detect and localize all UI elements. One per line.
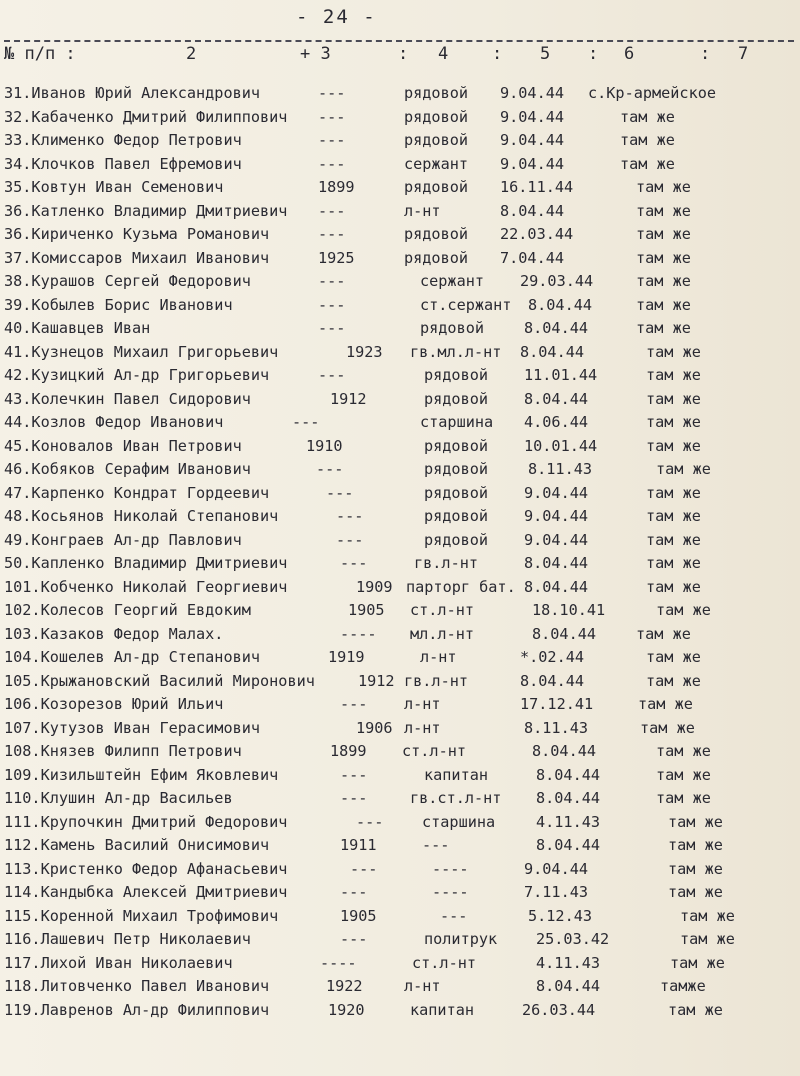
row-date: 9.04.44 (524, 859, 589, 878)
row-name: 112.Камень Василий Онисимович (4, 836, 270, 854)
row-date: 9.04.44 (500, 154, 565, 173)
row-place: там же (680, 906, 735, 925)
table-header (0, 44, 800, 72)
header-sep-6: : (700, 44, 711, 64)
header-col-1: № п/п : (4, 44, 76, 64)
row-date: 5.12.43 (528, 906, 593, 925)
table-row (0, 552, 800, 576)
page-number: - 24 - (296, 6, 377, 28)
row-name: 105.Крыжановский Василий Миронович (4, 671, 315, 690)
row-rank: рядовой (404, 248, 469, 267)
row-date: 8.04.44 (536, 977, 601, 995)
row-name: 45.Коновалов Иван Петрович (4, 436, 242, 455)
row-place: там же (636, 624, 691, 643)
row-name: 40.Кашавцев Иван (4, 319, 151, 337)
row-rank: рядовой (424, 507, 489, 525)
row-name: 101.Кобченко Николай Георгиевич (4, 577, 288, 596)
row-place: там же (646, 436, 701, 455)
table-row (0, 482, 800, 506)
table-row (0, 693, 800, 717)
row-year: --- (318, 107, 346, 126)
row-date: 8.04.44 (520, 342, 585, 361)
row-place: там же (636, 295, 691, 314)
row-year: --- (318, 131, 346, 149)
row-year: --- (318, 84, 346, 102)
row-year: --- (350, 859, 378, 878)
table-row (0, 928, 800, 952)
row-name: 110.Клушин Ал-др Васильев (4, 789, 233, 807)
row-rank: рядовой (424, 460, 489, 478)
table-row (0, 975, 800, 999)
row-name: 102.Колесов Георгий Евдоким (4, 601, 251, 619)
row-place: там же (656, 460, 711, 478)
row-name: 106.Козорезов Юрий Ильич (4, 695, 224, 713)
row-name: 115.Коренной Михаил Трофимович (4, 906, 279, 925)
table-row (0, 952, 800, 976)
row-rank: рядовой (424, 483, 489, 502)
row-date: 4.11.43 (536, 953, 601, 972)
row-year: 1905 (340, 906, 377, 925)
row-date: 8.04.44 (520, 671, 585, 690)
row-rank: капитан (424, 765, 489, 784)
table-row (0, 787, 800, 811)
row-date: 29.03.44 (520, 272, 594, 290)
row-name: 103.Казаков Федор Малах. (4, 624, 224, 643)
row-place: там же (646, 507, 701, 525)
row-rank: гв.л-нт (414, 554, 479, 572)
row-date: 26.03.44 (522, 1000, 596, 1019)
row-name: 33.Клименко Федор Петрович (4, 131, 242, 149)
table-row (0, 529, 800, 553)
row-name: 49.Конграев Ал-др Павлович (4, 530, 242, 549)
table-row (0, 458, 800, 482)
row-year: --- (356, 812, 384, 831)
row-year: 1912 (330, 389, 367, 408)
row-place: там же (646, 366, 701, 384)
header-sep-4: : (492, 44, 503, 64)
table-row (0, 317, 800, 341)
row-rank: --- (440, 906, 468, 925)
row-date: 25.03.42 (536, 930, 610, 948)
row-date: 22.03.44 (500, 225, 574, 243)
table-row (0, 176, 800, 200)
row-rank: л-нт (420, 648, 457, 666)
table-row (0, 294, 800, 318)
table-row (0, 411, 800, 435)
row-rank: гв.мл.л-нт (410, 342, 502, 361)
row-year: --- (318, 295, 346, 314)
row-rank: ---- (432, 883, 469, 901)
row-name: 41.Кузнецов Михаил Григорьевич (4, 342, 279, 361)
row-place: там же (636, 225, 691, 243)
row-year: 1919 (328, 648, 365, 666)
table-row (0, 646, 800, 670)
row-name: 44.Козлов Федор Иванович (4, 413, 224, 431)
row-place: там же (646, 671, 701, 690)
table-row (0, 106, 800, 130)
row-place: там же (638, 695, 693, 713)
table-row (0, 905, 800, 929)
row-rank: рядовой (424, 530, 489, 549)
row-date: 8.04.44 (536, 836, 601, 854)
row-name: 118.Литовченко Павел Иванович (4, 977, 270, 995)
row-year: --- (340, 554, 368, 572)
row-name: 114.Кандыбка Алексей Дмитриевич (4, 883, 288, 901)
row-rank: рядовой (424, 436, 489, 455)
row-rank: ст.л-нт (402, 742, 467, 760)
row-rank: парторг бат. (406, 577, 516, 596)
row-place: там же (646, 530, 701, 549)
table-row (0, 200, 800, 224)
row-date: 7.11.43 (524, 883, 589, 901)
row-date: 8.04.44 (532, 624, 597, 643)
row-date: 8.04.44 (536, 789, 601, 807)
row-year: 1912 (358, 671, 395, 690)
row-name: 104.Кошелев Ал-др Степанович (4, 648, 261, 666)
row-place: там же (620, 154, 675, 173)
row-year: --- (316, 460, 344, 478)
row-rank: ст.л-нт (412, 953, 477, 972)
row-place: там же (646, 342, 701, 361)
row-place: там же (636, 201, 691, 220)
table-row (0, 881, 800, 905)
table-row (0, 834, 800, 858)
row-name: 108.Князев Филипп Петрович (4, 742, 242, 760)
row-date: 8.04.44 (524, 577, 589, 596)
row-date: 8.04.44 (528, 295, 593, 314)
row-place: там же (636, 178, 691, 196)
row-place: там же (668, 1000, 723, 1019)
row-rank: старшина (422, 812, 496, 831)
row-place: там же (668, 883, 723, 901)
row-place: там же (656, 742, 711, 760)
row-name: 36.Катленко Владимир Дмитриевич (4, 201, 288, 220)
row-place: там же (656, 789, 711, 807)
row-date: 16.11.44 (500, 178, 574, 196)
row-year: 1925 (318, 248, 355, 267)
row-rank: рядовой (404, 178, 469, 196)
row-year: --- (318, 225, 346, 243)
row-date: 11.01.44 (524, 366, 598, 384)
table-row (0, 364, 800, 388)
row-year: ---- (320, 953, 357, 972)
row-year: --- (340, 695, 368, 713)
row-rank: рядовой (404, 84, 469, 102)
row-rank: --- (422, 836, 450, 854)
row-date: 8.11.43 (524, 718, 589, 737)
header-sep-5: : (588, 44, 599, 64)
row-date: 18.10.41 (532, 601, 606, 619)
row-year: --- (340, 765, 368, 784)
row-place: там же (668, 812, 723, 831)
header-col-2: 2 (186, 44, 197, 64)
row-rank: ---- (432, 859, 469, 878)
row-name: 113.Кристенко Федор Афанасьевич (4, 859, 288, 878)
table-row (0, 153, 800, 177)
row-place: там же (668, 836, 723, 854)
row-rank: л-нт (404, 718, 441, 737)
row-name: 38.Курашов Сергей Федорович (4, 272, 251, 290)
row-rank: старшина (420, 413, 494, 431)
row-year: --- (318, 319, 346, 337)
row-rank: ст.сержант (420, 295, 512, 314)
table-row (0, 82, 800, 106)
row-date: 8.04.44 (524, 319, 589, 337)
row-rank: гв.ст.л-нт (410, 789, 502, 807)
row-date: 8.04.44 (536, 765, 601, 784)
table-row (0, 435, 800, 459)
row-name: 36.Кириченко Кузьма Романович (4, 225, 270, 243)
table-row (0, 670, 800, 694)
row-rank: мл.л-нт (410, 624, 475, 643)
row-place: там же (646, 554, 701, 572)
row-date: 9.04.44 (500, 131, 565, 149)
row-year: --- (318, 272, 346, 290)
table-row (0, 505, 800, 529)
row-rank: рядовой (404, 225, 469, 243)
table-row (0, 999, 800, 1023)
table-row (0, 623, 800, 647)
row-name: 42.Кузицкий Ал-др Григорьевич (4, 366, 270, 384)
table-row (0, 247, 800, 271)
row-date: 8.04.44 (532, 742, 597, 760)
row-place: там же (636, 319, 691, 337)
row-year: 1899 (330, 742, 367, 760)
row-date: 4.06.44 (524, 413, 589, 431)
row-date: 8.04.44 (524, 389, 589, 408)
row-place: там же (656, 765, 711, 784)
row-place: там же (640, 718, 695, 737)
header-col-5: 5 (540, 44, 551, 64)
row-name: 46.Кобяков Серафим Иванович (4, 460, 251, 478)
table-row (0, 129, 800, 153)
row-place: там же (620, 131, 675, 149)
row-year: 1906 (356, 718, 393, 737)
row-year: --- (318, 366, 346, 384)
row-name: 34.Клочков Павел Ефремович (4, 154, 242, 173)
table-row (0, 576, 800, 600)
table-row (0, 388, 800, 412)
row-rank: л-нт (404, 201, 441, 220)
row-name: 107.Кутузов Иван Герасимович (4, 718, 261, 737)
row-name: 37.Комиссаров Михаил Иванович (4, 248, 270, 267)
row-year: 1910 (306, 436, 343, 455)
table-row (0, 599, 800, 623)
table-row (0, 764, 800, 788)
row-place: там же (636, 248, 691, 267)
header-col-7: 7 (738, 44, 749, 64)
row-rank: рядовой (404, 107, 469, 126)
row-name: 48.Косьянов Николай Степанович (4, 507, 279, 525)
table-row (0, 223, 800, 247)
row-date: 9.04.44 (500, 84, 565, 102)
row-date: 9.04.44 (500, 107, 565, 126)
row-name: 111.Крупочкин Дмитрий Федорович (4, 812, 288, 831)
row-place: там же (646, 577, 701, 596)
row-year: --- (318, 201, 346, 220)
row-rank: л-нт (404, 695, 441, 713)
row-date: 9.04.44 (524, 483, 589, 502)
table-row (0, 858, 800, 882)
row-place: там же (646, 389, 701, 408)
row-date: 8.11.43 (528, 460, 593, 478)
row-place: там же (680, 930, 735, 948)
row-year: ---- (340, 624, 377, 643)
row-year: --- (336, 507, 364, 525)
row-year: --- (340, 883, 368, 901)
table-body (0, 82, 800, 1022)
row-name: 31.Иванов Юрий Александрович (4, 84, 261, 102)
row-name: 116.Лашевич Петр Николаевич (4, 930, 251, 948)
row-rank: сержант (420, 272, 485, 290)
row-place: там же (636, 272, 691, 290)
row-name: 32.Кабаченко Дмитрий Филиппович (4, 107, 288, 126)
row-rank: рядовой (424, 389, 489, 408)
row-rank: гв.л-нт (404, 671, 469, 690)
header-sep-3: : (398, 44, 409, 64)
row-place: там же (646, 483, 701, 502)
row-name: 50.Капленко Владимир Дмитриевич (4, 554, 288, 572)
row-date: *.02.44 (520, 648, 585, 666)
row-date: 7.04.44 (500, 248, 565, 267)
row-place: с.Кр-армейское (588, 84, 717, 102)
row-date: 17.12.41 (520, 695, 594, 713)
row-rank: рядовой (404, 131, 469, 149)
row-year: 1909 (356, 577, 393, 596)
table-row (0, 717, 800, 741)
row-place: там же (668, 859, 723, 878)
row-year: --- (336, 530, 364, 549)
row-date: 4.11.43 (536, 812, 601, 831)
row-rank: рядовой (420, 319, 485, 337)
row-place: там же (656, 601, 711, 619)
row-year: 1923 (346, 342, 383, 361)
header-col-4: 4 (438, 44, 449, 64)
row-date: 9.04.44 (524, 507, 589, 525)
table-row (0, 341, 800, 365)
header-col-3: + 3 (300, 44, 331, 64)
row-place: там же (646, 413, 701, 431)
row-year: 1922 (326, 977, 363, 995)
row-place: там же (646, 648, 701, 666)
row-date: 10.01.44 (524, 436, 598, 455)
row-year: 1899 (318, 178, 355, 196)
table-row (0, 270, 800, 294)
header-col-6: 6 (624, 44, 635, 64)
row-date: 9.04.44 (524, 530, 589, 549)
row-year: --- (318, 154, 346, 173)
row-year: --- (326, 483, 354, 502)
row-rank: ст.л-нт (410, 601, 475, 619)
row-name: 119.Лавренов Ал-др Филиппович (4, 1000, 270, 1019)
row-date: 8.04.44 (500, 201, 565, 220)
row-place: там же (670, 953, 725, 972)
row-year: 1905 (348, 601, 385, 619)
row-name: 39.Кобылев Борис Иванович (4, 295, 233, 314)
row-place: там же (620, 107, 675, 126)
row-year: --- (340, 789, 368, 807)
row-name: 47.Карпенко Кондрат Гордеевич (4, 483, 270, 502)
table-row (0, 740, 800, 764)
header-rule (4, 40, 794, 42)
table-row (0, 811, 800, 835)
row-name: 43.Колечкин Павел Сидорович (4, 389, 251, 408)
row-name: 117.Лихой Иван Николаевич (4, 953, 233, 972)
row-year: 1920 (328, 1000, 365, 1019)
row-rank: политрук (424, 930, 498, 948)
row-year: 1911 (340, 836, 377, 854)
row-date: 8.04.44 (524, 554, 589, 572)
row-year: --- (292, 413, 320, 431)
row-name: 109.Кизильштейн Ефим Яковлевич (4, 765, 279, 784)
row-rank: л-нт (404, 977, 441, 995)
row-name: 35.Ковтун Иван Семенович (4, 178, 224, 196)
row-rank: сержант (404, 154, 469, 173)
row-rank: капитан (410, 1000, 475, 1019)
row-rank: рядовой (424, 366, 489, 384)
row-place: тамже (660, 977, 706, 995)
row-year: --- (340, 930, 368, 948)
